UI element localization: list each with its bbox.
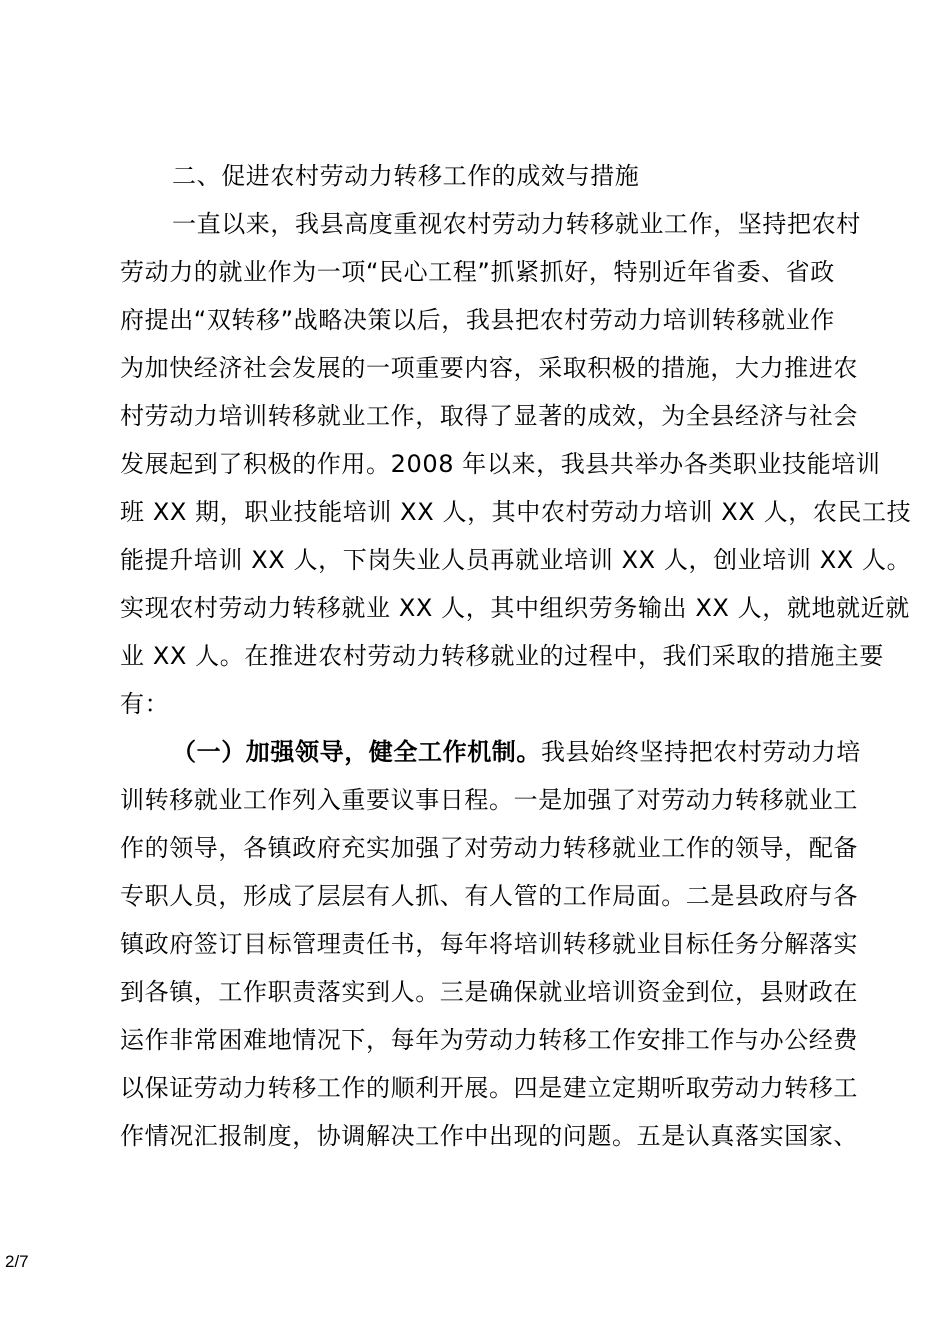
- paragraph-line: 业 XX 人。在推进农村劳动力转移就业的过程中，我们采取的措施主要: [120, 642, 884, 670]
- paragraph-line: 专职人员，形成了层层有人抓、有人管的工作局面。二是县政府与各: [120, 882, 858, 910]
- subsection-text: 我县始终坚持把农村劳动力培: [541, 738, 861, 766]
- subsection-title: （一）加强领导，健全工作机制。: [172, 738, 541, 766]
- paragraph-line: 运作非常困难地情况下，每年为劳动力转移工作安排工作与办公经费: [120, 1026, 858, 1054]
- paragraph-line: 为加快经济社会发展的一项重要内容，采取积极的措施，大力推进农: [120, 354, 858, 382]
- paragraph-line: 发展起到了积极的作用。2008 年以来，我县共举办各类职业技能培训: [120, 450, 881, 478]
- paragraph-line: 训转移就业工作列入重要议事日程。一是加强了对劳动力转移就业工: [120, 786, 858, 814]
- subsection-first-line: [172, 736, 861, 768]
- paragraph-line: 能提升培训 XX 人，下岗失业人员再就业培训 XX 人，创业培训 XX 人。: [120, 546, 912, 574]
- paragraph-line: 村劳动力培训转移就业工作，取得了显著的成效，为全县经济与社会: [120, 402, 858, 430]
- section-heading: 二、促进农村劳动力转移工作的成效与措施: [172, 162, 640, 190]
- paragraph-line: 实现农村劳动力转移就业 XX 人，其中组织劳务输出 XX 人，就地就近就: [120, 594, 910, 622]
- paragraph-line: 府提出“双转移”战略决策以后，我县把农村劳动力培训转移就业作: [120, 306, 835, 334]
- paragraph-line: 作情况汇报制度，协调解决工作中出现的问题。五是认真落实国家、: [120, 1122, 858, 1150]
- paragraph-line: 以保证劳动力转移工作的顺利开展。四是建立定期听取劳动力转移工: [120, 1074, 858, 1102]
- paragraph-line: 一直以来，我县高度重视农村劳动力转移就业工作，坚持把农村: [172, 210, 861, 238]
- paragraph-line: 镇政府签订目标管理责任书，每年将培训转移就业目标任务分解落实: [120, 930, 858, 958]
- paragraph-line: 劳动力的就业作为一项“民心工程”抓紧抓好，特别近年省委、省政: [120, 258, 835, 286]
- paragraph-line: 作的领导，各镇政府充实加强了对劳动力转移就业工作的领导，配备: [120, 834, 858, 862]
- page-number: 2/7: [5, 1252, 29, 1271]
- paragraph-line: 到各镇，工作职责落实到人。三是确保就业培训资金到位，县财政在: [120, 978, 858, 1006]
- paragraph-line: 有：: [120, 690, 170, 718]
- paragraph-line: 班 XX 期，职业技能培训 XX 人，其中农村劳动力培训 XX 人，农民工技: [120, 498, 912, 526]
